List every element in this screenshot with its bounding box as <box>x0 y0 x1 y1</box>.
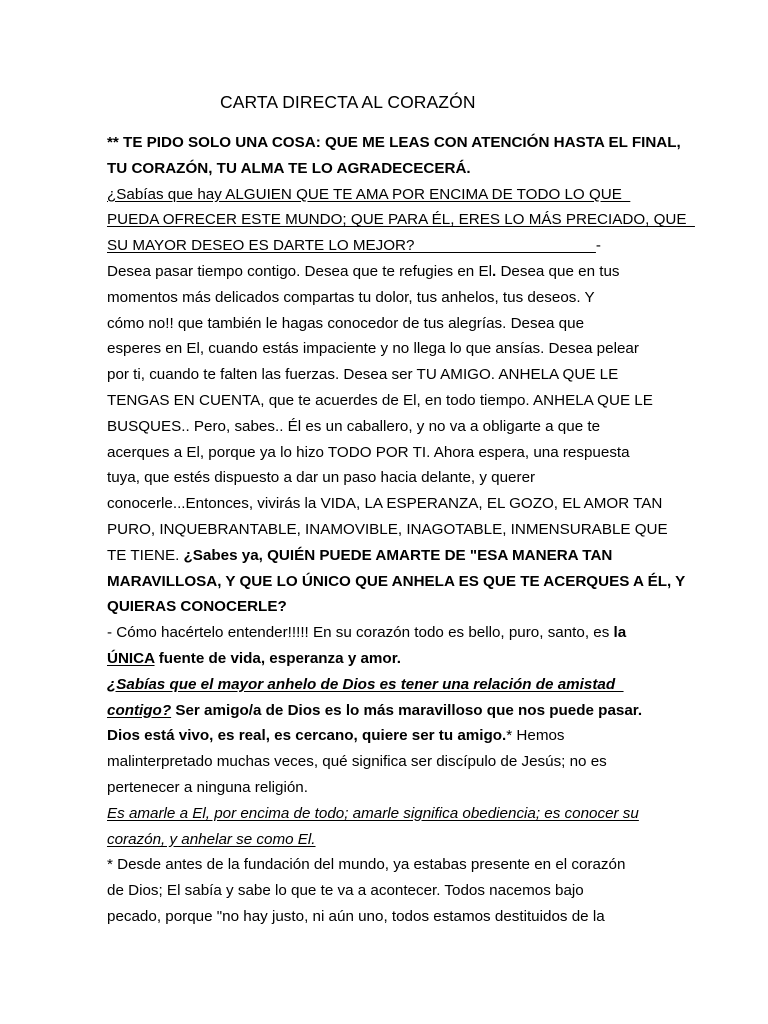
underlined-text: ¿Sabías que el mayor anhelo de Dios es tener una relación de amistad <box>107 675 624 693</box>
text-span: * Hemos <box>506 727 565 745</box>
text-line <box>107 723 667 749</box>
text-line: de Dios; El sabía y sabe lo que te va a acontecer. Todos nacemos bajo <box>107 882 584 900</box>
bold-text: TU CORAZÓN, TU ALMA TE LO AGRADECECERÁ. <box>107 159 471 177</box>
bold-text <box>107 650 401 667</box>
text-line: pertenecer a ninguna religión. <box>107 778 308 796</box>
text-line: por ti, cuando te falten las fuerzas. Desea ser TU AMIGO. ANHELA QUE LE <box>107 366 619 384</box>
text-line <box>107 672 667 698</box>
italic-text <box>107 702 171 719</box>
text-span: Desea pasar tiempo contigo. Desea que te refugies en El <box>107 262 492 280</box>
text-line <box>107 801 667 827</box>
text-line <box>107 259 667 285</box>
underlined-text: corazón, y anhelar se como El. <box>107 830 316 848</box>
text-line <box>107 182 667 208</box>
text-line: pecado, porque "no hay justo, ni aún uno, todos estamos destituidos de la <box>107 907 605 925</box>
text-line: tuya, que estés dispuesto a dar un paso hacia delante, y querer <box>107 469 536 487</box>
italic-text <box>107 805 639 822</box>
bold-text: ** TE PIDO SOLO UNA COSA: QUE ME LEAS CON ATENCIÓN HASTA EL FINAL, <box>107 134 681 151</box>
bold-text: QUIERAS CONOCERLE? <box>107 598 287 616</box>
bold-text: la <box>613 624 627 642</box>
text-line: BUSQUES.. Pero, sabes.. Él es un caballero, y no va a obligarte a que te <box>107 417 601 435</box>
underlined-text: Es amarle a El, por encima de todo; amarle significa obediencia; es conocer su <box>107 804 639 822</box>
underlined-text: ¿Sabías que hay ALGUIEN QUE TE AMA POR ENCIMA DE TODO LO QUE <box>107 185 631 203</box>
text-span: Ser amigo/a de Dios es lo más maravilloso que nos puede pasar. <box>171 701 643 719</box>
text-line: * Desde antes de la fundación del mundo, ya estabas presente en el corazón <box>107 856 626 874</box>
text-line: conocerle...Entonces, vivirás la VIDA, LA ESPERANZA, EL GOZO, EL AMOR TAN <box>107 495 663 513</box>
text-line <box>107 646 667 672</box>
text-line <box>107 233 667 259</box>
underlined-text: SU MAYOR DESEO ES DARTE LO MEJOR? <box>107 237 596 255</box>
text-line: acerques a El, porque ya lo hizo TODO POR TI. Ahora espera, una respuesta <box>107 443 630 461</box>
text-line <box>107 207 695 233</box>
bold-text: ¿Sabes ya, QUIÉN PUEDE AMARTE DE "ESA MANERA TAN <box>183 546 613 564</box>
bold-text: Dios está vivo, es real, es cercano, quiere ser tu amigo. <box>107 727 507 745</box>
document-body <box>107 130 695 930</box>
text-line: malinterpretado muchas veces, qué significa ser discípulo de Jesús; no es <box>107 753 607 771</box>
text-span: Desea que en tus <box>496 262 620 280</box>
text-line: cómo no!! que también le hagas conocedor de tus alegrías. Desea que <box>107 314 585 332</box>
italic-text <box>107 831 316 848</box>
text-line <box>107 156 667 182</box>
text-line <box>107 130 681 156</box>
underlined-text: PUEDA OFRECER ESTE MUNDO; QUE PARA ÉL, ERES LO MÁS PRECIADO, QUE <box>107 211 695 229</box>
text-span: TE TIENE. <box>107 546 184 564</box>
text-line <box>107 698 667 724</box>
italic-text <box>107 676 624 693</box>
bold-text: . <box>491 262 497 280</box>
text-line <box>107 569 686 595</box>
underlined-text: contigo? <box>107 701 172 719</box>
text-line <box>107 827 667 853</box>
text-line: esperes en El, cuando estás impaciente y no llega lo que ansías. Desea pelear <box>107 340 639 358</box>
text-line <box>107 594 667 620</box>
bold-text: MARAVILLOSA, Y QUE LO ÚNICO QUE ANHELA ES QUE TE ACERQUES A ÉL, Y <box>107 572 686 590</box>
text-line <box>107 620 667 646</box>
text-line: PURO, INQUEBRANTABLE, INAMOVIBLE, INAGOTABLE, INMENSURABLE QUE <box>107 520 668 538</box>
text-span: - Cómo hacértelo entender!!!!! En su corazón todo es bello, puro, santo, es <box>107 624 614 642</box>
text-line: TENGAS EN CUENTA, que te acuerdes de El, en todo tiempo. ANHELA QUE LE <box>107 391 653 409</box>
text-span: - <box>595 237 601 255</box>
text-span: fuente de vida, esperanza y amor. <box>154 649 402 667</box>
bold-text <box>107 676 624 693</box>
document-title: CARTA DIRECTA AL CORAZÓN <box>220 92 476 112</box>
bold-text <box>107 702 642 719</box>
underlined-text: ÚNICA <box>107 649 155 667</box>
text-line <box>107 543 667 569</box>
text-line: momentos más delicados compartas tu dolor, tus anhelos, tus deseos. Y <box>107 288 595 306</box>
